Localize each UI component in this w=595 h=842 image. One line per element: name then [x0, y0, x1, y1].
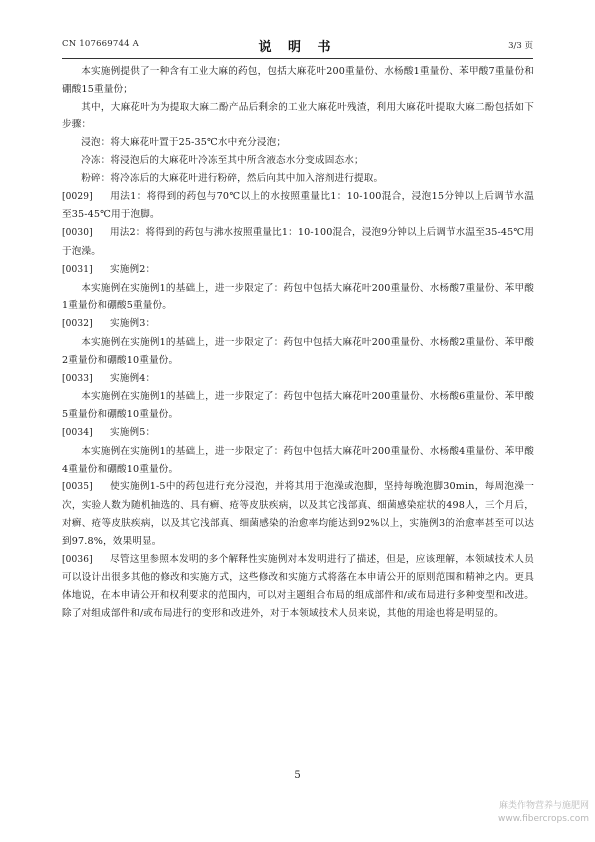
- body-paragraph: [62, 99, 534, 135]
- document-body: [62, 63, 534, 623]
- paragraph-number: [0032]: [62, 319, 93, 330]
- numbered-paragraph: [62, 424, 534, 443]
- paragraph-text: 本实施例在实施例1的基础上，进一步限定了：药包中包括大麻花叶200重量份、水杨酸7重量份、苯甲酸1重量份和硼酸5重量份。: [62, 282, 534, 312]
- numbered-paragraph: [62, 315, 534, 334]
- paragraph-number: [0033]: [62, 373, 93, 384]
- paragraph-text: 尽管这里参照本发明的多个解释性实施例对本发明进行了描述，但是，应该理解，本领域技术人员可以设计出很多其他的修改和实施方式，这些修改和实施方式将落在本申请公开的原则范围和精神之内。更具体地说，在本申请公开和权利要求的范围内，可以对主题组合布局的组成部件和/或布局进行多种变型和改进。除了对组成部件和/或布局进行的变形和改进外，对于本领域技术人员来说，其他的用途也将是明显的。: [62, 553, 534, 619]
- paragraph-text: 实施例5：: [110, 426, 156, 438]
- paragraph-text: 本实施例在实施例1的基础上，进一步限定了：药包中包括大麻花叶200重量份、水杨酸4重量份、苯甲酸4重量份和硼酸10重量份。: [62, 445, 534, 475]
- numbered-paragraph: [62, 551, 534, 623]
- paragraph-text: 本实施例在实施例1的基础上，进一步限定了：药包中包括大麻花叶200重量份、水杨酸6重量份、苯甲酸5重量份和硼酸10重量份。: [62, 391, 534, 421]
- paragraph-text: 冷冻：将浸泡后的大麻花叶冷冻至其中所含液态水分变成固态水；: [81, 154, 364, 166]
- body-paragraph: [62, 280, 534, 316]
- patent-number: CN 107669744 A: [62, 39, 139, 49]
- body-paragraph: [62, 170, 534, 188]
- body-paragraph: [62, 63, 534, 99]
- paragraph-text: 实施例3：: [110, 318, 156, 330]
- site-watermark: [498, 800, 589, 826]
- page-number: 5: [294, 770, 301, 781]
- paragraph-text: 本实施例提供了一种含有工业大麻的药包，包括大麻花叶200重量份、水杨酸1重量份、苯甲酸7重量份和硼酸15重量份；: [62, 66, 534, 95]
- watermark-url: www.fibercrops.com: [498, 814, 589, 824]
- body-paragraph: [62, 134, 534, 152]
- body-paragraph: [62, 443, 534, 479]
- paragraph-number: [0029]: [62, 191, 93, 202]
- header-divider: [62, 58, 533, 59]
- body-paragraph: [62, 334, 534, 370]
- paragraph-text: 用法1：将得到的药包与70℃以上的水按照重量比1：10-100混合，浸泡15分钟以上后调节水温至35-45℃用于泡脚。: [62, 190, 534, 221]
- paragraph-text: 粉碎：将冷冻后的大麻花叶进行粉碎，然后向其中加入溶剂进行提取。: [81, 172, 384, 184]
- numbered-paragraph: [62, 188, 534, 225]
- paragraph-text: 实施例2：: [110, 263, 156, 275]
- paragraph-number: [0030]: [62, 228, 93, 239]
- paragraph-text: 其中，大麻花叶为为提取大麻二酚产品后剩余的工业大麻花叶残渣，利用大麻花叶提取大麻二酚包括如下步骤：: [62, 101, 534, 131]
- document-title: 说 明 书: [258, 40, 337, 55]
- page-indicator: 3/3 页: [508, 41, 533, 51]
- paragraph-number: [0034]: [62, 427, 93, 438]
- watermark-site-name: 麻类作物营养与施肥网: [498, 801, 589, 811]
- numbered-paragraph: [62, 370, 534, 389]
- body-paragraph: [62, 388, 534, 424]
- paragraph-text: 使实施例1-5中的药包进行充分浸泡，并将其用于泡澡或泡脚，坚持每晚泡脚30min，每周泡澡一次，实验人数为随机抽选的、具有癣、疮等皮肤疾病，以及其它浅部真、细菌感染症状的498人，三个月后，对癣、疮等皮肤疾病，以及其它浅部真、细菌感染的治愈率均能达到92%以上，实施例3的治愈率甚至可以达到97.8%，效果明显。: [62, 481, 534, 547]
- paragraph-number: [0035]: [62, 482, 93, 493]
- paragraph-text: 用法2：将得到的药包与沸水按照重量比1：10-100混合，浸泡9分钟以上后调节水温至35-45℃用于泡澡。: [62, 227, 534, 257]
- body-paragraph: [62, 152, 534, 170]
- numbered-paragraph: [62, 478, 534, 550]
- page-header: [62, 36, 533, 54]
- paragraph-text: 浸泡：将大麻花叶置于25-35℃水中充分浸泡；: [81, 137, 287, 149]
- paragraph-text: 实施例4：: [110, 372, 156, 384]
- paragraph-number: [0036]: [62, 554, 93, 565]
- numbered-paragraph: [62, 261, 534, 280]
- paragraph-text: 本实施例在实施例1的基础上，进一步限定了：药包中包括大麻花叶200重量份、水杨酸2重量份、苯甲酸2重量份和硼酸10重量份。: [62, 336, 534, 366]
- numbered-paragraph: [62, 224, 534, 261]
- paragraph-number: [0031]: [62, 264, 93, 275]
